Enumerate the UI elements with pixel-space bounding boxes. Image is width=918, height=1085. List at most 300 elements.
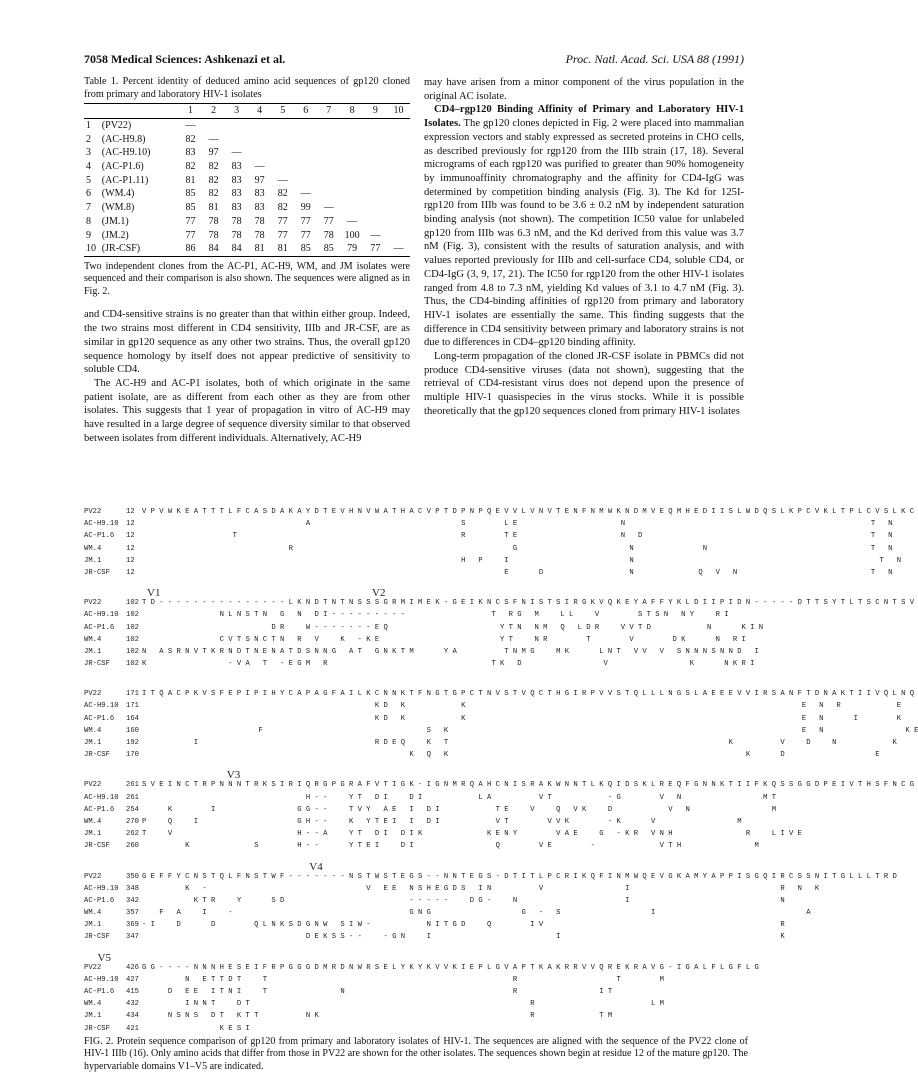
- table1-value: [387, 201, 410, 215]
- amino-acid-sequence: N S N S D T K T T N K R T M: [142, 1012, 613, 1021]
- table1-value: —: [231, 147, 242, 159]
- sequence-row: [84, 702, 902, 714]
- isolate-label: PV22: [84, 690, 102, 699]
- residue-index: 12: [126, 556, 135, 565]
- table1-value: 79: [340, 242, 364, 256]
- sequence-row: [84, 872, 897, 885]
- table1-value: 83: [185, 147, 196, 159]
- residue-index: 347: [126, 933, 139, 942]
- residue-index: 12: [126, 520, 135, 529]
- sequence-row: [84, 751, 880, 763]
- table1-value: [317, 160, 340, 174]
- residue-index: 261: [126, 793, 139, 802]
- residue-index: 261: [126, 781, 139, 790]
- isolate-label: JR-CSF: [84, 1024, 110, 1033]
- table1-value: 82: [208, 161, 219, 172]
- isolate-label: AC-P1.6: [84, 805, 115, 814]
- amino-acid-sequence: G G - - - - N N N H E S E I F R P G G G D M R D N W R S E L Y K Y K V V K I E P L G V A P T K A K R R V V Q R E K R A V G - I G A L F L G F L G: [142, 963, 759, 972]
- table1-value: [364, 133, 387, 147]
- amino-acid-sequence: D E K S S - - - G N I I K: [142, 933, 785, 942]
- amino-acid-sequence: G E F F Y C N S T Q L F N S T W F - - - - - - - N S T W S T E G S - - N N T E G S - D T I T L P C R I K Q F I N M W Q E V G K A M Y A P P I S G Q I R C S S N I T G L L L T R D: [142, 872, 897, 881]
- sequence-row: [84, 623, 764, 636]
- table1-row-number: 6: [86, 188, 91, 200]
- sequence-row: [84, 660, 755, 672]
- table1-value: —: [347, 215, 358, 227]
- alignment-block: [84, 769, 915, 854]
- table1-value: [340, 174, 364, 188]
- table1-isolate: (JR-CSF): [100, 242, 179, 256]
- table1-row: [84, 215, 410, 229]
- residue-index: 270: [126, 817, 139, 826]
- right-column: [424, 76, 744, 419]
- table1-row: [84, 187, 410, 201]
- table1-row-number: 8: [86, 215, 91, 227]
- sequence-row: [84, 781, 915, 793]
- table1-header-cell: 1: [179, 104, 202, 119]
- table1-value: [294, 146, 317, 160]
- table1-isolate: (AC-H9.10): [101, 147, 151, 159]
- table1-value: [317, 174, 340, 188]
- amino-acid-sequence: T D - - - - - - - - - - - - - - - L K N D T N T N S S S G R M I M E K - G E I K N C S F N I S T S I R G K V Q K E Y A F F Y K L D I I P I D N - - - - - D T T S Y T L T S C N T S V: [142, 599, 915, 608]
- table1-value: —: [323, 202, 334, 214]
- table1-value: [271, 160, 294, 174]
- table1-value: [387, 133, 410, 147]
- isolate-label: PV22: [84, 872, 102, 881]
- table1-value: [271, 118, 294, 132]
- amino-acid-sequence: K - V E E N S H E G D S I N V I R N K: [142, 884, 820, 893]
- table1-value: 82: [185, 133, 196, 145]
- residue-index: 421: [126, 1024, 139, 1033]
- sequence-row: [84, 830, 802, 842]
- residue-index: 432: [126, 1000, 139, 1009]
- table1-row: [84, 146, 410, 160]
- isolate-label: WM.4: [84, 544, 102, 553]
- residue-index: 102: [126, 611, 139, 620]
- residue-index: 170: [126, 751, 139, 760]
- right-paragraph-0: may have arisen from a minor component of the virus population in the original AC isolate.: [424, 77, 744, 102]
- sequence-row: [84, 556, 902, 569]
- sequence-row: [84, 532, 893, 544]
- table1-row-number: 7: [86, 202, 91, 214]
- table1-value: [387, 146, 410, 160]
- table1-header-cell: 8: [340, 104, 364, 119]
- hypervariable-region-label: V3: [84, 769, 241, 782]
- table1-value: [225, 118, 248, 132]
- table1-header-cell: 2: [202, 104, 225, 119]
- residue-index: 12: [126, 508, 135, 516]
- table1-value: [340, 133, 364, 147]
- residue-index: 102: [126, 623, 139, 632]
- isolate-label: JM.1: [84, 647, 102, 656]
- amino-acid-sequence: K D K K E N R E: [142, 702, 902, 711]
- sequence-row: [84, 508, 915, 520]
- residue-index: 12: [126, 532, 135, 541]
- residue-index: 348: [126, 884, 139, 893]
- table1-header-cell: 10: [387, 104, 410, 119]
- table1-value: [387, 160, 410, 174]
- residue-index: 260: [126, 842, 139, 851]
- right-paragraph-1: [424, 103, 744, 350]
- table1-value: 97: [208, 147, 219, 159]
- table1-isolate: (AC-H9.8): [101, 133, 146, 145]
- isolate-label: WM.4: [84, 726, 102, 735]
- alignment-block: [84, 951, 759, 1037]
- table1-value: 77: [277, 229, 288, 241]
- sequence-row: [84, 842, 759, 854]
- page-number-author: 7058 Medical Sciences: Ashkenazi et al.: [84, 52, 286, 66]
- residue-index: 171: [126, 702, 139, 711]
- table1-value: 85: [185, 202, 196, 214]
- table1-value: [364, 201, 387, 215]
- table1-value: [340, 146, 364, 160]
- sequence-row: [84, 976, 748, 988]
- table1-value: 99: [300, 202, 311, 214]
- alignment-block: [84, 587, 915, 672]
- residue-index: 350: [126, 872, 139, 881]
- sequence-row: [84, 568, 893, 581]
- table1-value: [248, 146, 271, 160]
- isolate-label: JM.1: [84, 830, 102, 839]
- amino-acid-sequence: I N N T D T R L M: [142, 1000, 664, 1009]
- table1-value: —: [387, 242, 410, 256]
- table1-isolate: (WM.8): [101, 202, 135, 214]
- residue-index: 171: [126, 690, 139, 699]
- amino-acid-sequence: T V H - - A Y T D I D I K K E N Y V A E G - K R V N H R L I V E: [142, 830, 802, 839]
- table1-header-cell: [100, 104, 179, 119]
- amino-acid-sequence: N A S R N V T K R N D T N E N A T D S N N G A T G N K T M Y A T N M G M K L N T V V V S N N N S N N D I: [142, 647, 759, 656]
- isolate-label: JR-CSF: [84, 568, 110, 577]
- residue-index: 192: [126, 739, 139, 747]
- table1-isolate: (AC-P1.11): [101, 174, 149, 186]
- sequence-row: [84, 599, 915, 611]
- table1-row: [84, 160, 410, 174]
- residue-index: 102: [126, 660, 139, 669]
- isolate-label: WM.4: [84, 635, 102, 644]
- sequence-row: [84, 933, 785, 945]
- amino-acid-sequence: N E T T D T T R T M: [142, 975, 664, 984]
- sequence-row: [84, 896, 785, 909]
- table1-value: [387, 215, 410, 229]
- hypervariable-region-label: V5: [84, 951, 111, 964]
- sequence-row: [84, 714, 902, 727]
- table1-row-number: 2: [86, 133, 91, 145]
- amino-acid-sequence: H - - Y T D I D I L A V T - G V N M T: [142, 793, 777, 802]
- sequence-row: [84, 611, 748, 623]
- residue-index: 102: [126, 635, 139, 644]
- isolate-label: PV22: [84, 781, 102, 790]
- amino-acid-sequence: H P I N T N: [142, 556, 902, 565]
- table1-header-cell: 9: [364, 104, 387, 119]
- isolate-label: AC-P1.6: [84, 532, 115, 541]
- journal-citation: Proc. Natl. Acad. Sci. USA 88 (1991): [565, 52, 744, 66]
- table1-row: [84, 242, 410, 256]
- isolate-label: PV22: [84, 963, 102, 972]
- residue-index: 434: [126, 1012, 139, 1021]
- sequence-row: [84, 544, 893, 557]
- table1-isolate: (PV22): [101, 119, 132, 131]
- table1-value: [340, 187, 364, 201]
- table1-value: [340, 160, 364, 174]
- table1: [84, 103, 410, 257]
- amino-acid-sequence: D R W - - - - - - - E Q Y T N N M Q L D R V V T D N K I N: [142, 623, 764, 632]
- sequence-row: [84, 1000, 748, 1012]
- table1-value: 82: [208, 188, 219, 200]
- sequence-row: [84, 1025, 748, 1037]
- table1-row: [84, 118, 410, 132]
- table1-isolate: (JM.2): [101, 229, 129, 241]
- table1-value: [364, 174, 387, 188]
- table1-value: [364, 118, 387, 132]
- sequence-row: [84, 1012, 748, 1024]
- table1-value: 77: [364, 242, 387, 256]
- amino-acid-sequence: N L N S T N G N D I - - - - - - - - - T R G M L L V S T S N N Y R I: [142, 611, 729, 620]
- isolate-label: JR-CSF: [84, 842, 110, 851]
- table1-value: 78: [254, 229, 265, 241]
- table1-isolate: (WM.4): [101, 188, 135, 200]
- amino-acid-sequence: V P V W K E A T T T L F C A S D A K A Y D T E V H N V W A T H A C V P T D P N P Q E V V L V N V T E N F N M W K N D M V E Q M H E D I I S L W D Q S L K P C V K L T P L C V S L K C: [142, 508, 915, 516]
- table1-value: 97: [254, 174, 265, 186]
- table1-value: 83: [231, 161, 242, 172]
- sequence-row: [84, 636, 748, 648]
- sequence-row: [84, 690, 915, 702]
- table1-footnote: Two independent clones from the AC-P1, AC-H9, WM, and JM isolates were sequenced and their comparison is also shown. The sequences were aligned as in Fig. 2.: [84, 260, 410, 297]
- isolate-label: AC-P1.6: [84, 714, 115, 723]
- table1-value: [387, 118, 410, 132]
- isolate-label: AC-P1.6: [84, 623, 115, 632]
- residue-index: 102: [126, 647, 139, 656]
- table1-header-cell: [84, 104, 100, 119]
- table1-value: —: [254, 161, 265, 172]
- table1-value: 78: [323, 229, 334, 241]
- amino-acid-sequence: F S K E N K E: [142, 726, 918, 735]
- table1-row-number: 9: [86, 229, 91, 241]
- isolate-label: JM.1: [84, 556, 102, 565]
- sequence-row: [84, 884, 820, 897]
- amino-acid-sequence: K D K K E N I K: [142, 714, 902, 723]
- sequence-row: [84, 793, 777, 806]
- table1-value: [340, 201, 364, 215]
- table1-header-cell: 7: [317, 104, 340, 119]
- table1-header-cell: 6: [294, 104, 317, 119]
- table1-value: 82: [277, 202, 288, 214]
- left-column: [84, 76, 410, 445]
- table1-value: [248, 118, 271, 132]
- sequence-row: [84, 647, 759, 660]
- table1-value: [225, 133, 248, 147]
- right-paragraph-2: Long-term propagation of the cloned JR-CSF isolate in PBMCs did not produce CD4-sensitive viruses (data not shown), suggesting that the retrieval of CD4-resistant virus does not depend upon the presence of multiple HIV-1 quasispecies in the virus stocks. While it is possible theoretically that the gp120 sequences cloned from primary HIV-1 isolates: [424, 351, 744, 417]
- table1-value: 77: [323, 215, 334, 227]
- amino-acid-sequence: A S L E N T N: [142, 520, 893, 529]
- table1-row-number: 4: [86, 161, 91, 172]
- amino-acid-sequence: K - V A T - E G M R T K D V K N K R I: [142, 660, 755, 669]
- table1-value: 82: [208, 174, 219, 186]
- residue-index: 262: [126, 830, 139, 839]
- residue-index: 415: [126, 988, 139, 996]
- table1-value: —: [300, 188, 311, 200]
- table1-header-cell: 4: [248, 104, 271, 119]
- table1-header-cell: 3: [225, 104, 248, 119]
- table1-value: [271, 133, 294, 147]
- residue-index: 427: [126, 975, 139, 984]
- amino-acid-sequence: D E E I T N I T N R I T: [142, 988, 613, 996]
- table1-value: [364, 187, 387, 201]
- table1-value: 82: [185, 161, 196, 172]
- table1-value: 83: [254, 188, 265, 200]
- sequence-row: [84, 739, 897, 751]
- table1-value: 81: [208, 202, 219, 214]
- amino-acid-sequence: K E S I: [142, 1024, 250, 1033]
- table1-value: —: [185, 119, 196, 131]
- table1-value: 85: [294, 242, 317, 256]
- isolate-label: AC-H9.10: [84, 793, 119, 802]
- table1-value: 82: [277, 188, 288, 200]
- amino-acid-sequence: C V T S N C T N R V K - K E Y T N R T V D K N R I: [142, 635, 746, 644]
- residue-index: 342: [126, 896, 139, 905]
- section-heading: CD4–rgp120 Binding Affinity of Primary and Laboratory HIV-1 Isolates.: [424, 104, 744, 130]
- table1-value: [317, 118, 340, 132]
- table1-value: 84: [225, 242, 248, 256]
- residue-index: 369: [126, 921, 139, 930]
- isolate-label: JR-CSF: [84, 933, 110, 942]
- hypervariable-region-label: [84, 496, 748, 508]
- table1-value: [248, 133, 271, 147]
- isolate-label: JM.1: [84, 921, 102, 930]
- isolate-label: AC-H9.10: [84, 884, 119, 893]
- table1-header-row: [84, 104, 410, 119]
- sequence-row: [84, 726, 918, 739]
- isolate-label: AC-H9.10: [84, 975, 119, 984]
- amino-acid-sequence: K T R Y S D - - - - - D G - N I N: [142, 896, 785, 905]
- table1-value: 100: [344, 229, 360, 241]
- table1-value: [294, 133, 317, 147]
- amino-acid-sequence: S V E I N C T R P N N N T R K S I R I Q R G P G R A F V T I G K - I G N M R Q A H C N I S R A K W N N T L K Q I D S K L R E Q F G N N K T I I F K Q S S G G D P E I V T H S F N C G: [142, 781, 915, 790]
- table1-value: [387, 187, 410, 201]
- amino-acid-sequence: K S H - - Y T E I D I Q V E - V T H M: [142, 842, 759, 851]
- table1-value: [202, 118, 225, 132]
- table1-row: [84, 174, 410, 188]
- table1-value: 78: [208, 215, 219, 227]
- table1-value: [364, 215, 387, 229]
- sequence-row: [84, 921, 785, 933]
- sequence-row: [84, 988, 748, 1000]
- table1-row: [84, 201, 410, 215]
- table1-value: 83: [231, 174, 242, 186]
- table1-value: [387, 229, 410, 243]
- amino-acid-sequence: - I D D Q L N K S D G N W S I W - N I T G D Q I V R: [142, 921, 785, 930]
- residue-index: 426: [126, 963, 139, 972]
- isolate-label: PV22: [84, 599, 102, 608]
- amino-acid-sequence: E D N Q V N T N: [142, 568, 893, 577]
- page-header: [84, 52, 744, 68]
- table1-value: 78: [231, 229, 242, 241]
- isolate-label: JM.1: [84, 739, 102, 747]
- isolate-label: AC-H9.10: [84, 520, 119, 529]
- isolate-label: WM.4: [84, 909, 102, 918]
- table1-value: 77: [277, 215, 288, 227]
- amino-acid-sequence: I T Q A C P K V S F E P I P I H Y C A P A G F A I L K C N N K T F N G T G P C T N V S T V Q C T H G I R P V V S T Q L L L N G S L A E E E V V I R S A N F T D N A K T I I V Q L N Q: [142, 690, 915, 699]
- table1-value: 78: [208, 229, 219, 241]
- residue-index: 12: [126, 544, 135, 553]
- table1-isolate: (JM.1): [101, 215, 129, 227]
- amino-acid-sequence: R G N N T N: [142, 544, 893, 553]
- left-paragraph-1: and CD4-sensitive strains is no greater than that within either group. Indeed, the two strains most different in CD4 sensitivity, IIIb and JR-CSF, are as similar in gp120 sequence as any other two strains. Thus, the overall gp120 sequence homology by itself does not appear predictive of sensitivity to soluble CD4.: [84, 309, 410, 376]
- residue-index: 160: [126, 726, 139, 735]
- amino-acid-sequence: T R T E N D T N: [142, 532, 893, 541]
- sequence-row: [84, 520, 893, 532]
- hypervariable-region-label: V1 V2: [84, 587, 386, 600]
- table1-value: [387, 174, 410, 188]
- hypervariable-region-label: [84, 678, 748, 690]
- table1-row-number: 10: [84, 242, 100, 256]
- table1-value: —: [277, 174, 288, 186]
- table1-value: [317, 133, 340, 147]
- table1-value: [317, 146, 340, 160]
- table1-value: 81: [185, 174, 196, 186]
- residue-index: 164: [126, 714, 139, 723]
- table1-row-number: 3: [86, 147, 91, 159]
- amino-acid-sequence: K I G G - - T V Y A E I D I T E V Q V K D V N M: [142, 805, 777, 814]
- table1-isolate: (AC-P1.6): [101, 161, 144, 172]
- figure2-caption: FIG. 2. Protein sequence comparison of gp120 from primary and laboratory isolates of HIV-1. The sequences are aligned with the sequence of the PV22 clone of HIV-1 IIIb (16). Only amino acids that differ from those in PV22 are shown for the other isolates. The sequences shown begin at residue 12 of the mature gp120. The hypervariable domains V1–V5 are indicated.: [84, 1036, 748, 1072]
- table1-value: 81: [271, 242, 294, 256]
- table1-value: [364, 160, 387, 174]
- alignment-block: [84, 678, 918, 763]
- table1-row: [84, 229, 410, 243]
- left-paragraph-2: The AC-H9 and AC-P1 isolates, both of which originate in the same patient isolate, are as different from each other as they are from other isolates. This suggests that 1 year of propagation in vitro of AC-H9 may have resulted in a large degree of sequence diversity similar to that observed between isolates from different individuals. Alternatively, AC-H9: [84, 377, 410, 444]
- isolate-label: AC-P1.6: [84, 896, 115, 905]
- amino-acid-sequence: P Q I G H - - K Y T E I I D I V T V V K - K V M: [142, 817, 742, 826]
- table1-value: 81: [248, 242, 271, 256]
- amino-acid-sequence: F A I - G N G G - S I A: [142, 909, 811, 918]
- isolate-label: WM.4: [84, 1000, 102, 1009]
- table1-value: 86: [179, 242, 202, 256]
- table1-row-number: 5: [86, 174, 91, 186]
- sequence-row: [84, 818, 748, 830]
- table1-value: 78: [254, 215, 265, 227]
- table1-value: [271, 146, 294, 160]
- table1-value: 84: [202, 242, 225, 256]
- residue-index: 357: [126, 909, 139, 918]
- table1-value: 85: [317, 242, 340, 256]
- sequence-row: [84, 909, 811, 921]
- table1-value: [340, 118, 364, 132]
- alignment-block: [84, 496, 915, 581]
- table1-value: 83: [231, 202, 242, 214]
- isolate-label: AC-P1.6: [84, 988, 115, 996]
- table1-value: 77: [185, 215, 196, 227]
- table1-header-cell: 5: [271, 104, 294, 119]
- alignment-block: [84, 860, 897, 946]
- isolate-label: AC-H9.10: [84, 611, 119, 620]
- table1-row: [84, 133, 410, 147]
- isolate-label: PV22: [84, 508, 102, 516]
- section-body: The gp120 clones depicted in Fig. 2 were placed into mammalian expression vectors and stably expressed as secreted proteins in CHO cells, as described previously for rgp120 from the IIIb strain (17, 18). Several micrograms of each rgp120 was purified to greater than 90% homogeneity by immunoaffinity chromatography and the affinity for CD4-IgG was determined by competition binding analysis (Fig. 3). The Kd for 125I-rgp120 from IIIb was found to be 3.6 ± 0.2 nM by independent saturation binding analysis (not shown). The competition IC50 value for unlabeled gp120 from IIIb was 6.3 nM, and the Kd derived from this value was 3.7 nM (Fig. 3), consistent with the results of saturation analysis, and with values reported previously for IIIb and cell-surface CD4, soluble CD4, or CD4-IgG (3, 9, 17, 21). The IC50 for rgp120 from the other HIV-1 isolates ranged from 4.8 to 7.3 nM, yielding Kd values of 3.1 to 4.7 nM (Fig. 3). Thus, the CD4-binding affinities of rgp120 from primary and laboratory HIV-1 isolates are essentially the same. This finding suggests that the difference in CD4 sensitivity between primary and laboratory strains is not due to differences in CD4–gp120 binding affinity.: [424, 118, 744, 349]
- table1-value: 77: [300, 215, 311, 227]
- sequence-row: [84, 963, 759, 976]
- residue-index: 12: [126, 568, 135, 577]
- isolate-label: WM.4: [84, 817, 102, 826]
- table1-caption: Table 1. Percent identity of deduced amino acid sequences of gp120 cloned from primary and laboratory HIV-1 isolates: [84, 76, 410, 100]
- isolate-label: JR-CSF: [84, 751, 110, 760]
- table1-value: 77: [185, 229, 196, 241]
- table1-value: —: [370, 229, 381, 241]
- isolate-label: AC-H9.10: [84, 702, 119, 711]
- table1-value: [317, 187, 340, 201]
- sequence-row: [84, 805, 777, 818]
- residue-index: 254: [126, 805, 139, 814]
- table1-value: [364, 146, 387, 160]
- isolate-label: JM.1: [84, 1012, 102, 1021]
